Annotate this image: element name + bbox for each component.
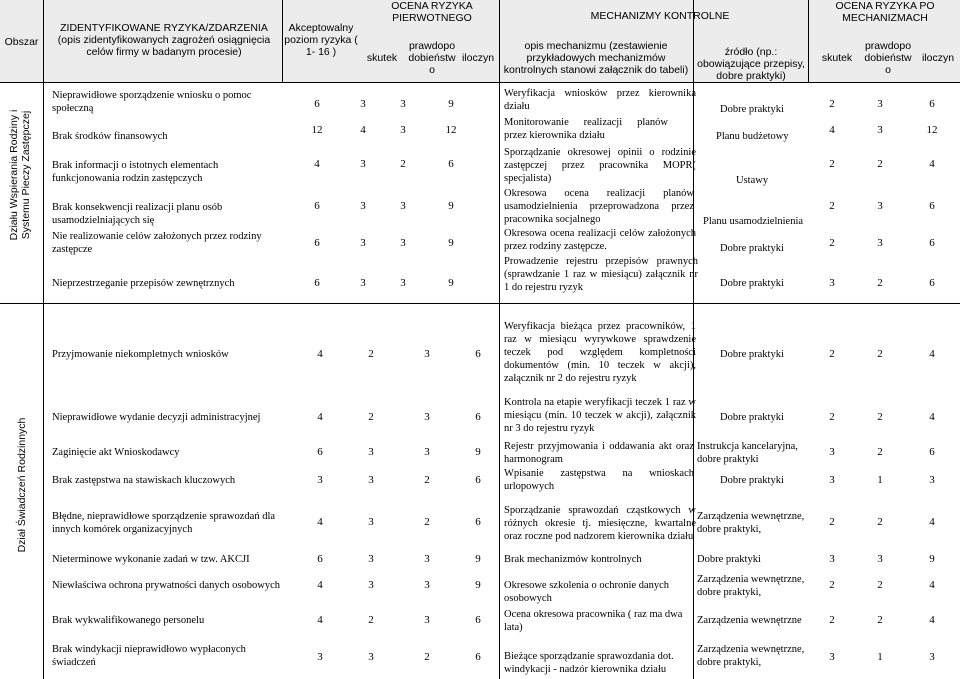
risk-value: 6 (475, 474, 481, 486)
header-prawdopodobienstwo: prawdopo dobieństw o (408, 40, 456, 76)
mechanism-text: Monitorowanie realizacji planów przez kierownika działu (504, 117, 668, 141)
risk-value: 3 (360, 277, 366, 289)
risk-value: 3 (400, 124, 406, 136)
post-value: 6 (929, 237, 935, 249)
risk-text: Nieprawidłowe wydanie decyzji administracyjnej (52, 412, 261, 423)
header-ocena-pierwotnego: OCENA RYZYKA PIERWOTNEGO (391, 0, 473, 24)
mechanism-text: Okresowa ocena realizacji planów usamodzielnienia przeprowadzona przez pracownika socjalnego (504, 188, 694, 225)
risk-value: 3 (368, 651, 374, 663)
mechanism-source: Instrukcja kancelaryjna, dobre praktyki (697, 441, 798, 465)
risk-text: Nie realizowanie celów założonych przez rodziny zastępcze (52, 231, 262, 255)
risk-value: 6 (475, 516, 481, 528)
post-value: 3 (829, 553, 835, 565)
post-value: 2 (829, 411, 835, 423)
risk-value: 9 (475, 579, 481, 591)
post-value: 3 (929, 474, 935, 486)
risk-value: 9 (475, 446, 481, 458)
risk-text: Brak zastępstwa na stawiskach kluczowych (52, 475, 236, 486)
risk-value: 3 (368, 579, 374, 591)
post-value: 4 (929, 614, 935, 626)
risk-value: 6 (314, 200, 320, 212)
risk-value: 9 (448, 277, 454, 289)
risk-value: 9 (448, 98, 454, 110)
post-value: 2 (829, 516, 835, 528)
risk-value: 3 (317, 651, 323, 663)
risk-value: 3 (400, 237, 406, 249)
risk-value: 6 (475, 651, 481, 663)
risk-value: 4 (317, 614, 323, 626)
header-obszar: Obszar (4, 36, 39, 48)
post-value: 2 (877, 614, 883, 626)
risk-value: 3 (424, 553, 430, 565)
post-value: 2 (877, 579, 883, 591)
risk-value: 4 (314, 158, 320, 170)
section-divider (0, 303, 960, 304)
post-value: 4 (929, 411, 935, 423)
post-value: 3 (829, 277, 835, 289)
risk-value: 3 (400, 98, 406, 110)
header-divider (43, 0, 44, 82)
column-divider (499, 82, 500, 679)
risk-value: 6 (314, 98, 320, 110)
risk-value: 3 (424, 614, 430, 626)
risk-value: 9 (475, 553, 481, 565)
risk-text: Zaginięcie akt Wnioskodawcy (52, 447, 180, 458)
risk-value: 3 (424, 446, 430, 458)
risk-value: 12 (311, 124, 323, 136)
risk-value: 3 (368, 474, 374, 486)
mechanism-text: Okresowa ocena realizacji celów założonych przez rodziny zastępcze. (504, 228, 696, 252)
post-value: 2 (877, 411, 883, 423)
post-value: 3 (877, 553, 883, 565)
post-value: 3 (829, 446, 835, 458)
post-value: 3 (929, 651, 935, 663)
post-value: 3 (877, 98, 883, 110)
mechanism-text: Wpisanie zastępstwa na wnioskach urlopowych (504, 468, 694, 492)
post-value: 4 (929, 158, 935, 170)
risk-value: 4 (317, 579, 323, 591)
mechanism-source: Dobre praktyki (720, 278, 784, 289)
post-value: 4 (929, 348, 935, 360)
header-skutek-po: skutek (821, 52, 853, 64)
header-bottom-border (0, 82, 960, 83)
risk-value: 9 (448, 237, 454, 249)
post-value: 2 (877, 158, 883, 170)
risk-value: 4 (360, 124, 366, 136)
risk-value: 3 (368, 446, 374, 458)
risk-value: 3 (368, 516, 374, 528)
risk-value: 2 (424, 516, 430, 528)
risk-value: 6 (475, 614, 481, 626)
post-value: 4 (929, 579, 935, 591)
section-label-wspierania: Działu Wspierania Rodziny i Systemu Pieczy Zastępczej (8, 109, 32, 241)
post-value: 3 (877, 124, 883, 136)
risk-value: 3 (360, 237, 366, 249)
risk-value: 2 (424, 474, 430, 486)
mechanism-text: Kontrola na etapie weryfikacji teczek 1 raz w miesiącu (min. 10 teczek w akcji), załącznik nr 3 do rejestru ryzyk (504, 397, 696, 434)
mechanism-source: Zarządzenia wewnętrzne, dobre praktyki, (697, 644, 805, 668)
post-value: 2 (829, 200, 835, 212)
post-value: 3 (877, 200, 883, 212)
mechanism-source: Zarządzenia wewnętrzne, dobre praktyki, (697, 574, 805, 598)
risk-value: 3 (424, 411, 430, 423)
header-ocena-po: OCENA RYZYKA PO MECHANIZMACH (835, 0, 935, 24)
header-opis-mechanizmu: opis mechanizmu (zestawienie przykładowych mechanizmów kontrolnych stanowi załącznik do tabeli) (503, 40, 689, 76)
risk-text: Nieprawidłowe sporządzenie wniosku o pomoc społeczną (52, 90, 252, 114)
post-value: 12 (926, 124, 938, 136)
post-value: 6 (929, 98, 935, 110)
risk-text: Nieprzestrzeganie przepisów zewnętrznych (52, 278, 235, 289)
mechanism-text: Sporządzanie okresowej opinii o rodzinie zastępczej przez pracownika MOPR( specjalista) (504, 147, 696, 184)
risk-text: Niewłaściwa ochrona prywatności danych osobowych (52, 580, 281, 591)
post-value: 2 (829, 614, 835, 626)
risk-value: 6 (317, 446, 323, 458)
risk-value: 4 (317, 516, 323, 528)
post-value: 2 (877, 446, 883, 458)
risk-value: 3 (317, 474, 323, 486)
post-value: 3 (877, 237, 883, 249)
risk-value: 3 (368, 553, 374, 565)
mechanism-text: Prowadzenie rejestru przepisów prawnych (sprawdzanie 1 raz w miesiącu) załącznik nr 1 do rejestru ryzyk (504, 256, 698, 293)
post-value: 2 (829, 158, 835, 170)
post-value: 6 (929, 200, 935, 212)
post-value: 2 (877, 516, 883, 528)
risk-value: 3 (360, 158, 366, 170)
risk-text: Brak informacji o istotnych elementach funkcjonowania rodzin zastępczych (52, 160, 219, 184)
post-value: 2 (829, 237, 835, 249)
header-mechanizmy: MECHANIZMY KONTROLNE (590, 10, 730, 22)
header-divider (499, 0, 500, 82)
header-iloczyn-po: iloczyn (921, 52, 955, 64)
risk-value: 6 (317, 553, 323, 565)
post-value: 2 (877, 348, 883, 360)
risk-value: 2 (424, 651, 430, 663)
risk-value: 3 (360, 200, 366, 212)
mechanism-text: Sporządzanie sprawozdań cząstkowych w różnych okresie tj. miesięczne, kwartalne oraz roczne pod nadzorem kierownika działu (504, 505, 696, 542)
post-value: 3 (829, 474, 835, 486)
post-value: 4 (829, 124, 835, 136)
risk-value: 3 (360, 98, 366, 110)
mechanism-source: Zarządzenia wewnętrzne (697, 615, 802, 626)
risk-text: Brak środków finansowych (52, 131, 168, 142)
mechanism-source: Planu usamodzielnienia (703, 216, 804, 227)
header-akceptowalny: Akceptowalny poziom ryzyka ( 1- 16 ) (284, 22, 358, 58)
risk-value: 2 (400, 158, 406, 170)
post-value: 1 (877, 474, 883, 486)
post-value: 2 (829, 98, 835, 110)
mechanism-source: Dobre praktyki (720, 243, 784, 254)
header-prawdopodobienstwo-po: prawdopo dobieństw o (864, 40, 912, 76)
post-value: 3 (829, 651, 835, 663)
mechanism-source: Dobre praktyki (720, 104, 784, 115)
mechanism-source: Dobre praktyki (720, 412, 784, 423)
risk-text: Nieterminowe wykonanie zadań w tzw. AKCJI (52, 554, 250, 565)
mechanism-source: Dobre praktyki (720, 475, 784, 486)
post-value: 1 (877, 651, 883, 663)
risk-value: 6 (475, 411, 481, 423)
post-value: 2 (829, 348, 835, 360)
post-value: 2 (829, 579, 835, 591)
section-label-swiadczen: Dział Świadczeń Rodzinnych (16, 417, 28, 553)
risk-value: 12 (445, 124, 457, 136)
post-value: 6 (929, 277, 935, 289)
column-divider (43, 82, 44, 679)
risk-value: 6 (475, 348, 481, 360)
header-zidentyfikowane: ZIDENTYFIKOWANE RYZYKA/ZDARZENIA (opis zidentyfikowanych zagrożeń osiągnięcia celów firmy w badanym procesie) (57, 22, 271, 58)
mechanism-text: Weryfikacja wniosków przez kierownika działu (504, 88, 696, 112)
post-value: 2 (877, 277, 883, 289)
mechanism-text: Weryfikacja bieżąca przez pracowników, 1 raz w miesiącu wyrywkowe sprawdzenie teczek pod względem kompletności dokumentów (min. 10 teczek w akcji), załącznik nr 2 do rejestru ryzyk (504, 321, 696, 384)
risk-value: 2 (368, 348, 374, 360)
mechanism-text: Rejestr przyjmowania i oddawania akt oraz harmonogram (504, 441, 694, 465)
header-skutek: skutek (366, 52, 398, 64)
post-value: 4 (929, 516, 935, 528)
risk-value: 4 (317, 348, 323, 360)
mechanism-source: Dobre praktyki (697, 554, 761, 565)
risk-value: 6 (314, 237, 320, 249)
mechanism-source: Planu budżetowy (716, 131, 789, 142)
risk-text: Przyjmowanie niekompletnych wniosków (52, 349, 229, 360)
header-iloczyn: iloczyn (461, 52, 495, 64)
risk-value: 2 (368, 411, 374, 423)
risk-text: Brak wykwalifikowanego personelu (52, 615, 205, 626)
risk-value: 4 (317, 411, 323, 423)
risk-value: 3 (424, 348, 430, 360)
post-value: 9 (929, 553, 935, 565)
risk-value: 6 (314, 277, 320, 289)
mechanism-source: Ustawy (736, 175, 769, 186)
mechanism-source: Dobre praktyki (720, 349, 784, 360)
risk-text: Brak konsekwencji realizacji planu osób usamodzielniających się (52, 202, 223, 226)
mechanism-text: Ocena okresowa pracownika ( raz ma dwa lata) (504, 609, 683, 633)
mechanism-text: Okresowe szkolenia o ochronie danych osobowych (504, 580, 670, 604)
risk-text: Brak windykacji nieprawidłowo wypłaconych świadczeń (52, 644, 246, 668)
mechanism-text: Brak mechanizmów kontrolnych (504, 554, 642, 565)
header-divider (808, 0, 809, 82)
mechanism-source: Zarządzenia wewnętrzne, dobre praktyki, (697, 511, 805, 535)
mechanism-text: Bieżące sporządzanie sprawozdania dot. windykacji - nadzór kierownika działu (504, 651, 674, 675)
risk-value: 3 (400, 200, 406, 212)
risk-value: 9 (448, 200, 454, 212)
risk-value: 2 (368, 614, 374, 626)
header-zrodlo: źródło (np.: obowiązujące przepisy, dobre praktyki) (697, 46, 805, 82)
risk-value: 6 (448, 158, 454, 170)
risk-value: 3 (424, 579, 430, 591)
header-divider (282, 0, 283, 82)
post-value: 6 (929, 446, 935, 458)
risk-value: 3 (400, 277, 406, 289)
risk-text: Błędne, nieprawidłowe sporządzenie sprawozdań dla innych komórek organizacyjnych (52, 511, 276, 535)
